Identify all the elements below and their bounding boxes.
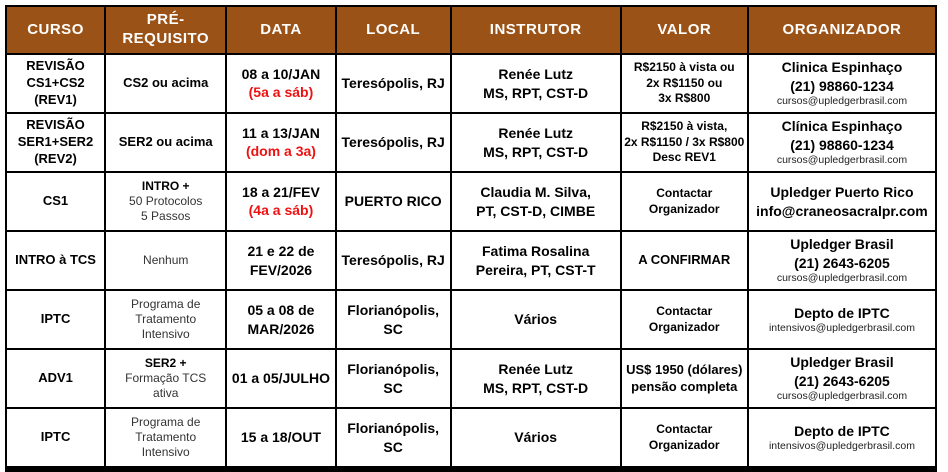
header-organizador: ORGANIZADOR [748, 6, 936, 54]
course-name: REVISÃO [26, 117, 85, 133]
prereq-text: SER2 ou acima [118, 134, 213, 150]
cell-data [226, 408, 335, 469]
table-row [6, 349, 936, 408]
date-text: 18 a 21/FEV [242, 183, 320, 200]
cell-curso [6, 349, 105, 408]
instructor-credentials: PT, CST-D, CIMBE [476, 202, 596, 219]
instructor-name: Fatima Rosalina [481, 243, 590, 260]
instructor-name: Renée Lutz [498, 66, 574, 83]
cell-local [336, 349, 451, 408]
prereq-text: 5 Passos [141, 209, 191, 224]
cell-local [336, 54, 451, 113]
price-text: Organizador [648, 319, 720, 334]
cell-data [226, 349, 335, 408]
header-instrutor: INSTRUTOR [451, 6, 621, 54]
organizer-phone: (21) 98860-1234 [790, 136, 894, 153]
cell-prereq [105, 349, 226, 408]
organizer-name: Upledger Brasil [790, 236, 894, 253]
date-text: 08 a 10/JAN [241, 65, 321, 82]
price-text: Contactar [656, 421, 713, 436]
price-text: R$2150 à vista, [641, 119, 728, 134]
cell-valor [621, 54, 748, 113]
date-text: 11 a 13/JAN [242, 124, 320, 141]
header-row [6, 6, 936, 54]
organizer-email: cursos@upledgerbrasil.com [776, 271, 908, 284]
cell-local [336, 113, 451, 172]
price-text: pensão completa [631, 378, 738, 394]
cell-data [226, 290, 335, 349]
prereq-text: CS2 ou acima [123, 75, 209, 91]
prereq-text: ativa [153, 386, 179, 401]
cell-curso [6, 54, 105, 113]
date-text: 05 a 08 de [247, 302, 315, 319]
price-text: 2x R$1150 ou [646, 75, 723, 90]
prereq-text: INTRO + [141, 178, 190, 193]
location-text: Teresópolis, RJ [341, 75, 445, 92]
cell-organizador [748, 349, 936, 408]
date-text: 21 e 22 de [247, 243, 315, 260]
prereq-text: Programa de [131, 297, 201, 311]
prereq-text: Tratamento [135, 430, 197, 444]
prereq-text: Tratamento [135, 312, 197, 326]
cell-curso [6, 290, 105, 349]
cell-local [336, 172, 451, 231]
course-name: ADV1 [38, 370, 73, 386]
instructor-credentials: MS, RPT, CST-D [483, 84, 589, 101]
header-prereq-line2: REQUISITO [122, 30, 210, 47]
header-valor: VALOR [621, 6, 748, 54]
organizer-email: info@craneosacralpr.com [756, 202, 928, 219]
instructor-name: Vários [514, 429, 558, 446]
organizer-name: Depto de IPTC [794, 304, 890, 321]
header-local: LOCAL [336, 6, 451, 54]
location-text: PUERTO RICO [344, 193, 442, 210]
cell-organizador [748, 172, 936, 231]
cell-organizador [748, 113, 936, 172]
price-text: US$ 1950 (dólares) [626, 361, 743, 377]
cell-valor [621, 172, 748, 231]
course-name: CS1+CS2 [26, 75, 85, 91]
course-name: REVISÃO [26, 58, 85, 74]
cell-valor [621, 349, 748, 408]
organizer-name: Depto de IPTC [794, 422, 890, 439]
cell-prereq [105, 408, 226, 469]
cell-organizador [748, 408, 936, 469]
cell-organizador [748, 231, 936, 290]
location-text: Teresópolis, RJ [341, 134, 445, 151]
course-schedule-table [5, 5, 937, 472]
prereq-text: Intensivo [141, 445, 190, 459]
course-name: SER1+SER2 [17, 134, 94, 150]
date-weekday-note: (4a a sáb) [248, 202, 314, 219]
organizer-email: intensivos@upledgerbrasil.com [768, 439, 915, 452]
location-text: Florianópolis, [347, 302, 440, 319]
course-name: (REV2) [34, 150, 77, 166]
organizer-name: Clinica Espinhaço [781, 59, 903, 76]
cell-curso [6, 172, 105, 231]
date-text: 01 a 05/JULHO [231, 370, 330, 387]
location-text: Florianópolis, [347, 420, 440, 437]
organizer-phone: (21) 2643-6205 [794, 372, 890, 389]
cell-prereq [105, 290, 226, 349]
cell-valor [621, 290, 748, 349]
course-name: CS1 [42, 193, 69, 209]
cell-data [226, 172, 335, 231]
course-name: IPTC [40, 311, 71, 327]
location-text: SC [383, 320, 403, 337]
cell-prereq [105, 231, 226, 290]
cell-local [336, 290, 451, 349]
table-row [6, 54, 936, 113]
table-row [6, 408, 936, 469]
cell-local [336, 408, 451, 469]
cell-curso [6, 231, 105, 290]
organizer-email: cursos@upledgerbrasil.com [776, 94, 908, 107]
table-row [6, 290, 936, 349]
organizer-email: cursos@upledgerbrasil.com [776, 153, 908, 166]
cell-instrutor [451, 290, 621, 349]
prereq-text: Intensivo [141, 327, 190, 341]
price-text: Contactar [656, 303, 713, 318]
prereq-text: Formação TCS [125, 371, 207, 386]
prereq-text: Nenhum [143, 253, 189, 267]
organizer-phone: (21) 2643-6205 [794, 254, 890, 271]
cell-data [226, 231, 335, 290]
instructor-name: Claudia M. Silva, [480, 184, 591, 201]
location-text: SC [383, 438, 403, 455]
header-prereq-line1: PRÉ- [146, 11, 185, 29]
cell-curso [6, 408, 105, 469]
cell-data [226, 54, 335, 113]
header-data: DATA [226, 6, 335, 54]
table-row [6, 231, 936, 290]
cell-local [336, 231, 451, 290]
organizer-phone: (21) 98860-1234 [790, 77, 894, 94]
instructor-name: Renée Lutz [498, 361, 574, 378]
header-curso: CURSO [6, 6, 105, 54]
price-text: 2x R$1150 / 3x R$800 [624, 134, 745, 149]
price-text: 3x R$800 [658, 91, 711, 106]
organizer-email: cursos@upledgerbrasil.com [776, 389, 908, 402]
cell-instrutor [451, 408, 621, 469]
instructor-name: Vários [514, 311, 558, 328]
prereq-text: SER2 + [144, 355, 187, 370]
location-text: Teresópolis, RJ [341, 252, 445, 269]
cell-organizador [748, 54, 936, 113]
table-row [6, 113, 936, 172]
location-text: Florianópolis, [347, 361, 440, 378]
cell-instrutor [451, 349, 621, 408]
cell-instrutor [451, 54, 621, 113]
organizer-name: Clínica Espinhaço [781, 118, 903, 135]
course-name: INTRO à TCS [15, 252, 96, 268]
date-text: 15 a 18/OUT [240, 429, 322, 446]
organizer-email: intensivos@upledgerbrasil.com [768, 321, 915, 334]
organizer-name: Upledger Puerto Rico [770, 184, 914, 201]
cell-curso [6, 113, 105, 172]
date-weekday-note: (5a a sáb) [248, 84, 314, 101]
instructor-name: Renée Lutz [498, 125, 574, 142]
price-text: Organizador [648, 437, 720, 452]
organizer-name: Upledger Brasil [790, 354, 894, 371]
instructor-credentials: MS, RPT, CST-D [483, 379, 589, 396]
cell-instrutor [451, 231, 621, 290]
course-name: IPTC [40, 429, 71, 445]
cell-valor [621, 113, 748, 172]
cell-valor [621, 231, 748, 290]
table-row [6, 172, 936, 231]
price-text: A CONFIRMAR [638, 252, 731, 268]
cell-prereq [105, 172, 226, 231]
instructor-credentials: Pereira, PT, CST-T [475, 261, 596, 278]
header-pre-requisito [105, 6, 226, 54]
price-text: R$2150 à vista ou [633, 60, 735, 75]
prereq-text: Programa de [131, 415, 201, 429]
date-text: MAR/2026 [247, 320, 315, 337]
cell-data [226, 113, 335, 172]
price-text: Organizador [648, 201, 720, 216]
prereq-text: 50 Protocolos [129, 194, 203, 209]
course-name: (REV1) [34, 91, 77, 107]
cell-organizador [748, 290, 936, 349]
cell-instrutor [451, 172, 621, 231]
date-weekday-note: (dom a 3a) [245, 143, 316, 160]
price-text: Desc REV1 [652, 150, 716, 165]
cell-instrutor [451, 113, 621, 172]
cell-valor [621, 408, 748, 469]
cell-prereq [105, 113, 226, 172]
price-text: Contactar [656, 185, 713, 200]
location-text: SC [383, 379, 403, 396]
date-text: FEV/2026 [249, 261, 313, 278]
cell-prereq [105, 54, 226, 113]
instructor-credentials: MS, RPT, CST-D [483, 143, 589, 160]
